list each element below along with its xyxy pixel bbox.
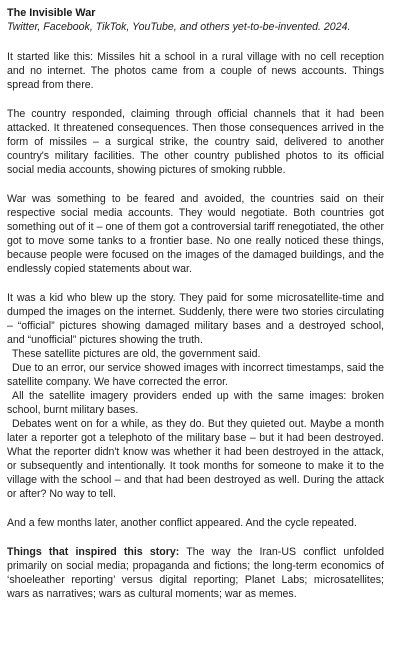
paragraph-response: The country responded, claiming through official channels that it had been attacked. It threatened consequences. Then those consequences arrived in the form of missiles – a surgical strike, the country said, delivered to another country's military facilities. The other country published photos to its official social media accounts, showing pictures of smoking rubble.: [7, 108, 384, 176]
paragraph-government: These satellite pictures are old, the government said.: [12, 348, 261, 360]
paragraph-imagery-providers: All the satellite imagery providers ended up with the same images: broken school, burnt military bases.: [7, 390, 384, 416]
inspiration-text: The way the Iran-US conflict unfolded primarily on social media; propaganda and fictions; the long-term economics of ‘shoeleather reporting’ versus digital reporting; Planet Labs; microsatellites; wars as narratives; wars as cultural moments; war as memes.: [7, 546, 384, 600]
paragraph-satellite-company: Due to an error, our service showed images with incorrect timestamps, said the satellite company. We have corrected the error.: [7, 362, 384, 388]
paragraph-debates: Debates went on for a while, as they do. But they quieted out. Maybe a month later a reporter got a telephoto of the military base – but it had been destroyed. What the reporter didn't know was whether it had been destroyed in the attack, or subsequently and intentionally. It took months for someone to make it to the village with the school – and that had been destroyed as well. During the attack or after? No way to tell.: [7, 418, 384, 500]
inspiration-paragraph: [7, 545, 384, 601]
story-title: The Invisible War: [7, 7, 96, 19]
paragraph-cycle: And a few months later, another conflict appeared. And the cycle repeated.: [7, 517, 357, 529]
inspiration-label: Things that inspired this story:: [7, 546, 180, 558]
paragraph-opening: It started like this: Missiles hit a school in a rural village with no cell reception and no internet. The photos came from a couple of news accounts. Things spread from there.: [7, 51, 384, 91]
story-subtitle: Twitter, Facebook, TikTok, YouTube, and others yet-to-be-invented. 2024.: [7, 21, 351, 33]
paragraph-negotiation: War was something to be feared and avoided, the countries said on their respective social media accounts. They would negotiate. Both countries got something out of it – one of them got a controversial tariff renegotiated, the other got to move some tanks to a frontier base. No one really noticed these things, because people were focused on the images of the damaged buildings, and the endlessly copied statements about war.: [7, 193, 384, 275]
paragraph-kid: It was a kid who blew up the story. They paid for some microsatellite-time and dumped the images on the internet. Suddenly, there were two stories circulating – “official” pictures showing damaged military bases and a destroyed school, and “unofficial” pictures showing the truth.: [7, 292, 384, 346]
